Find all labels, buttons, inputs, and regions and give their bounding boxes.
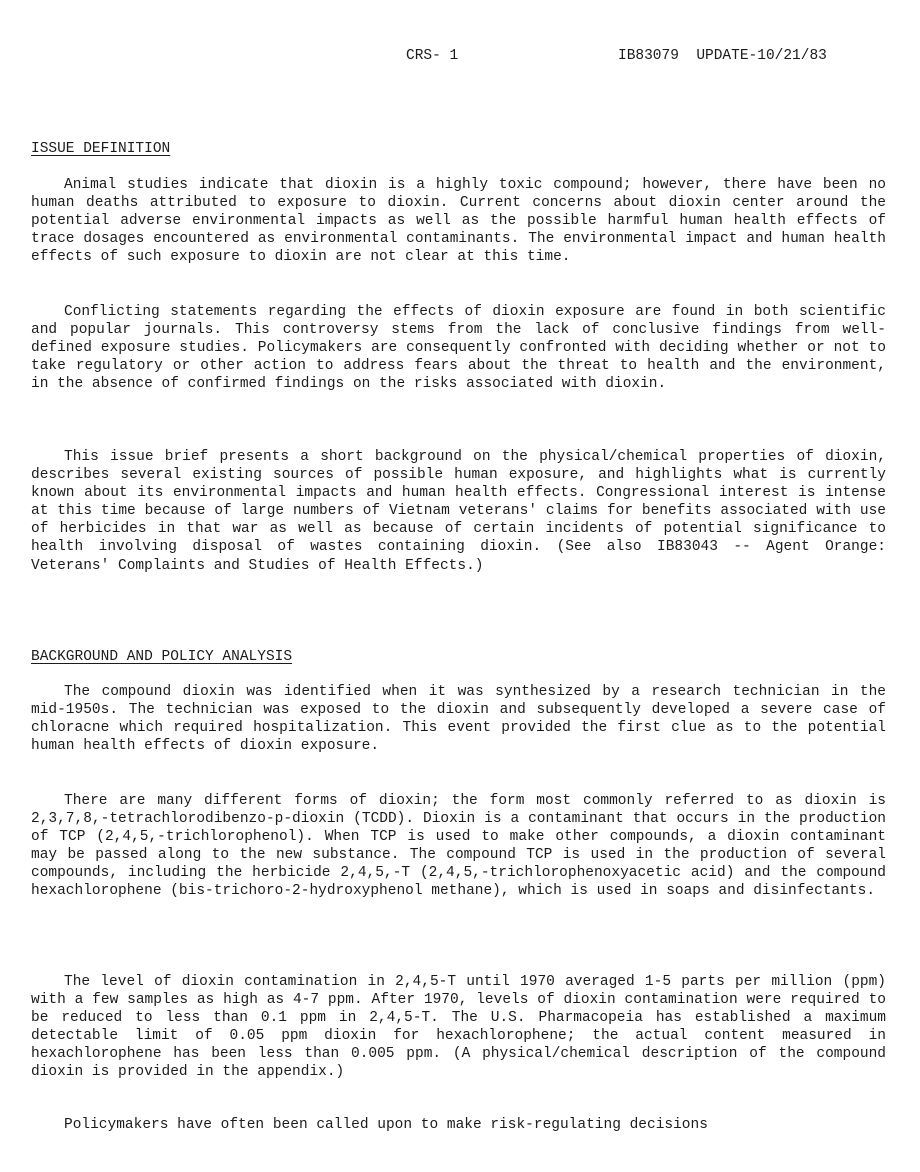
issue-paragraph-2: Conflicting statements regarding the effects of dioxin exposure are found in both scientific and popular journals. This controversy stems from the lack of conclusive findings from well-defined exposure studies. Policymakers are consequently confronted with deciding whether or not to take regulatory or other action to address fears about the threat to health and the environment, in the absence of confirmed findings on the risks associated with dioxin. — [31, 304, 886, 393]
page-label: CRS- 1 — [406, 48, 459, 64]
document-id-and-update — [618, 47, 827, 65]
background-paragraph-3: The level of dioxin contamination in 2,4,5-T until 1970 averaged 1-5 parts per million (ppm) with a few samples as high as 4-7 ppm. After 1970, levels of dioxin contamination were required to be reduced to less than 0.1 ppm in 2,4,5-T. The U.S. Pharmacopeia has established a maximum detectable limit of 0.05 ppm dioxin for hexachlorophene; the actual content measured in hexachlorophene has been less than 0.005 ppm. (A physical/chemical description of the compound dioxin is provided in the appendix.) — [31, 974, 886, 1081]
issue-paragraph-1: Animal studies indicate that dioxin is a highly toxic compound; however, there have been no human deaths attributed to exposure to dioxin. Current concerns about dioxin center around the potential adverse environmental impacts as well as the possible harmful human health effects of trace dosages encountered as environmental contaminants. The environmental impact and human health effects of such exposure to dioxin are not clear at this time. — [31, 177, 886, 266]
issue-paragraph-3: This issue brief presents a short background on the physical/chemical properties of dioxin, describes several existing sources of possible human exposure, and highlights what is currently known about its environmental impacts and human health effects. Congressional interest is intense at this time because of large numbers of Vietnam veterans' claims for benefits associated with use of herbicides in that war as well as because of certain incidents of potential significance to health involving disposal of wastes containing dioxin. (See also IB83043 -- Agent Orange: Veterans' Complaints and Studies of Health Effects.) — [31, 449, 886, 574]
page-header — [0, 47, 920, 67]
section-heading-background: BACKGROUND AND POLICY ANALYSIS — [31, 649, 293, 665]
section-heading-issue-definition: ISSUE DEFINITION — [31, 141, 171, 157]
background-paragraph-2: There are many different forms of dioxin; the form most commonly referred to as dioxin is 2,3,7,8,-tetrachlorodibenzo-p-dioxin (TCDD). Dioxin is a contaminant that occurs in the production of TCP (2,4,5,-trichlorophenol). When TCP is used to make other compounds, a dioxin contaminant may be passed along to the new substance. The compound TCP is used in the production of several compounds, including the herbicide 2,4,5,-T (2,4,5,-trichlorophenoxyacetic acid) and the compound hexachlorophene (bis-trichoro-2-hydroxyphenol methane), which is used in soaps and disinfectants. — [31, 793, 886, 900]
document-id: IB83079 — [618, 48, 679, 64]
background-paragraph-4: Policymakers have often been called upon to make risk-regulating decisions — [64, 1117, 708, 1133]
update-date: UPDATE-10/21/83 — [696, 48, 827, 64]
background-paragraph-1: The compound dioxin was identified when it was synthesized by a research technician in the mid-1950s. The technician was exposed to the dioxin and subsequently developed a severe case of chloracne which required hospitalization. This event provided the first clue as to the potential human health effects of dioxin exposure. — [31, 684, 886, 755]
